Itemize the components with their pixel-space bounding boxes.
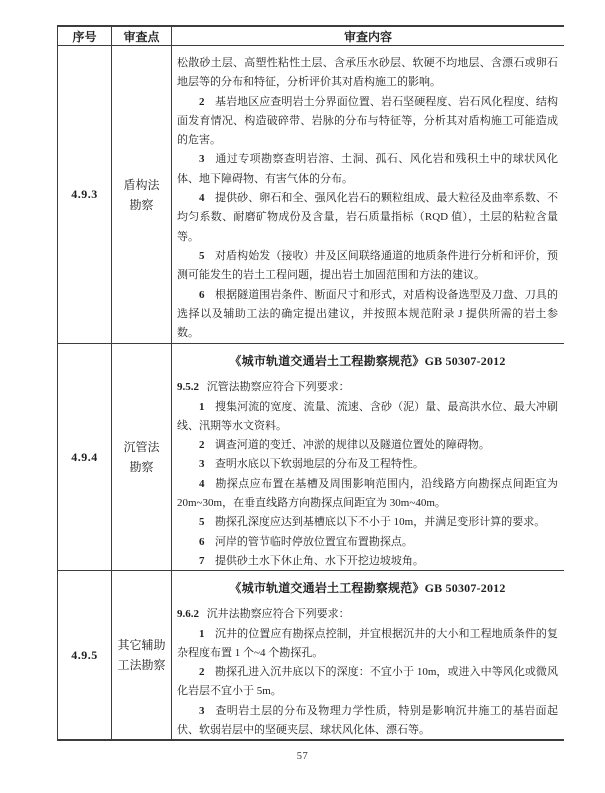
content-item: 2 调查河道的变迁、冲淤的规律以及隧道位置处的障碍物。 xyxy=(199,439,490,452)
row-point-line: 勘察 xyxy=(129,460,154,474)
table-header-row xyxy=(58,27,564,45)
item-number: 9.5.2 xyxy=(177,381,199,394)
item-number: 3 xyxy=(199,458,205,471)
content-item: 1 沉井的位置应有勘探点控制，并宜根据沉井的大小和工程地质条件的复杂程度布置 1 个~4 个勘探孔。 xyxy=(177,627,558,659)
item-number: 2 xyxy=(199,95,205,108)
item-number: 7 xyxy=(199,554,205,567)
content-item: 2 勘探孔进入沉井底以下的深度：不宜小于 10m，或进入中等风化或微风化岩层不宜小于 5m。 xyxy=(177,666,558,698)
row-point xyxy=(111,571,172,739)
item-number: 4 xyxy=(199,192,205,205)
row-point-line: 沉管法 xyxy=(123,440,160,454)
table-row xyxy=(58,45,564,343)
content-item: 7 提供砂土水下休止角、水下开挖边坡坡角。 xyxy=(199,554,424,567)
content-heading: 《城市轨道交通岩土工程勘察规范》GB 50307-2012 xyxy=(229,354,506,368)
item-number: 5 xyxy=(199,249,205,262)
content-clause: 9.6.2 沉井法勘察应符合下列要求： xyxy=(177,608,350,621)
table-row xyxy=(58,570,564,739)
item-number: 2 xyxy=(199,439,205,452)
content-item: 4 勘探点应布置在基槽及周围影响范围内，沿线路方向勘探点间距宜为 20m~30m，在垂直线路方向勘探点间距宜为 30m~40m。 xyxy=(177,477,558,510)
column-header-content: 审查内容 xyxy=(343,29,392,44)
item-number: 2 xyxy=(199,666,205,679)
row-point xyxy=(111,344,172,570)
row-point-line: 勘察 xyxy=(129,197,154,212)
review-table xyxy=(57,25,564,741)
item-number: 9.6.2 xyxy=(177,608,199,621)
content-item: 6 根据隧道围岩条件、断面尺寸和形式，对盾构设备选型及刀盘、刀具的选择以及辅助工法的确定提出建议，并按照本规范附录 J 提供所需的岩土参数。 xyxy=(177,288,558,340)
content-para: 松散砂土层、高塑性粘性土层、含承压水砂层、软硬不均地层、含漂石或卵石地层等的分布和特征，分析评价其对盾构施工的影响。 xyxy=(177,57,558,89)
item-number: 1 xyxy=(199,400,205,413)
content-item: 3 查明水底以下软弱地层的分布及工程特性。 xyxy=(199,458,424,471)
content-item: 5 对盾构始发（接收）井及区间联络通道的地质条件进行分析和评价，预测可能发生的岩土工程问题，提出岩土加固范围和方法的建议。 xyxy=(177,249,558,282)
row-serial: 4.9.3 xyxy=(71,187,98,201)
row-point-line: 工法勘察 xyxy=(117,658,166,672)
column-header-serial: 序号 xyxy=(72,29,97,44)
item-number: 1 xyxy=(199,627,205,640)
content-heading: 《城市轨道交通岩土工程勘察规范》GB 50307-2012 xyxy=(229,581,506,595)
item-number: 3 xyxy=(199,153,205,166)
content-clause: 9.5.2 沉管法勘察应符合下列要求： xyxy=(177,381,350,394)
item-number: 3 xyxy=(199,704,205,717)
content-item: 6 河岸的管节临时停放位置宜布置勘探点。 xyxy=(199,535,413,548)
content-item: 2 基岩地区应查明岩土分界面位置、岩石坚硬程度、岩石风化程度、结构面发育情况、构造破碎带、岩脉的分布与特征等，分析其对盾构施工可能造成的危害。 xyxy=(177,95,558,147)
item-number: 4 xyxy=(199,477,205,490)
row-content xyxy=(172,571,564,739)
row-point-line: 盾构法 xyxy=(123,177,160,192)
row-serial: 4.9.5 xyxy=(71,647,98,662)
table-row xyxy=(58,343,564,570)
column-header-point: 审查点 xyxy=(111,27,172,45)
item-number: 6 xyxy=(199,288,205,301)
content-item: 3 查明岩土层的分布及物理力学性质，特别是影响沉井施工的基岩面起伏、软弱岩层中的坚硬夹层、球状风化体、漂石等。 xyxy=(177,704,558,737)
row-point xyxy=(111,46,172,343)
content-item: 1 搜集河流的宽度、流量、流速、含砂（泥）量、最高洪水位、最大冲刷线、汛期等水文资料。 xyxy=(177,400,558,432)
page-number: 57 xyxy=(296,751,309,762)
item-number: 6 xyxy=(199,535,205,548)
row-point-line: 其它辅助 xyxy=(117,638,166,652)
content-item: 5 勘探孔深度应达到基槽底以下不小于 10m，并满足变形计算的要求。 xyxy=(199,516,546,529)
item-number: 5 xyxy=(199,516,205,529)
content-item: 4 提供砂、卵石和全、强风化岩石的颗粒组成、最大粒径及曲率系数、不均匀系数、耐磨矿物成份及含量，岩石质量指标（RQD 值），土层的粘粒含量等。 xyxy=(177,192,558,243)
content-item: 3 通过专项勘察查明岩溶、土洞、孤石、风化岩和残积土中的球状风化体、地下障碍物、有害气体的分布。 xyxy=(177,153,558,185)
row-content xyxy=(172,344,564,570)
row-content xyxy=(172,46,564,343)
row-serial: 4.9.4 xyxy=(71,449,98,464)
